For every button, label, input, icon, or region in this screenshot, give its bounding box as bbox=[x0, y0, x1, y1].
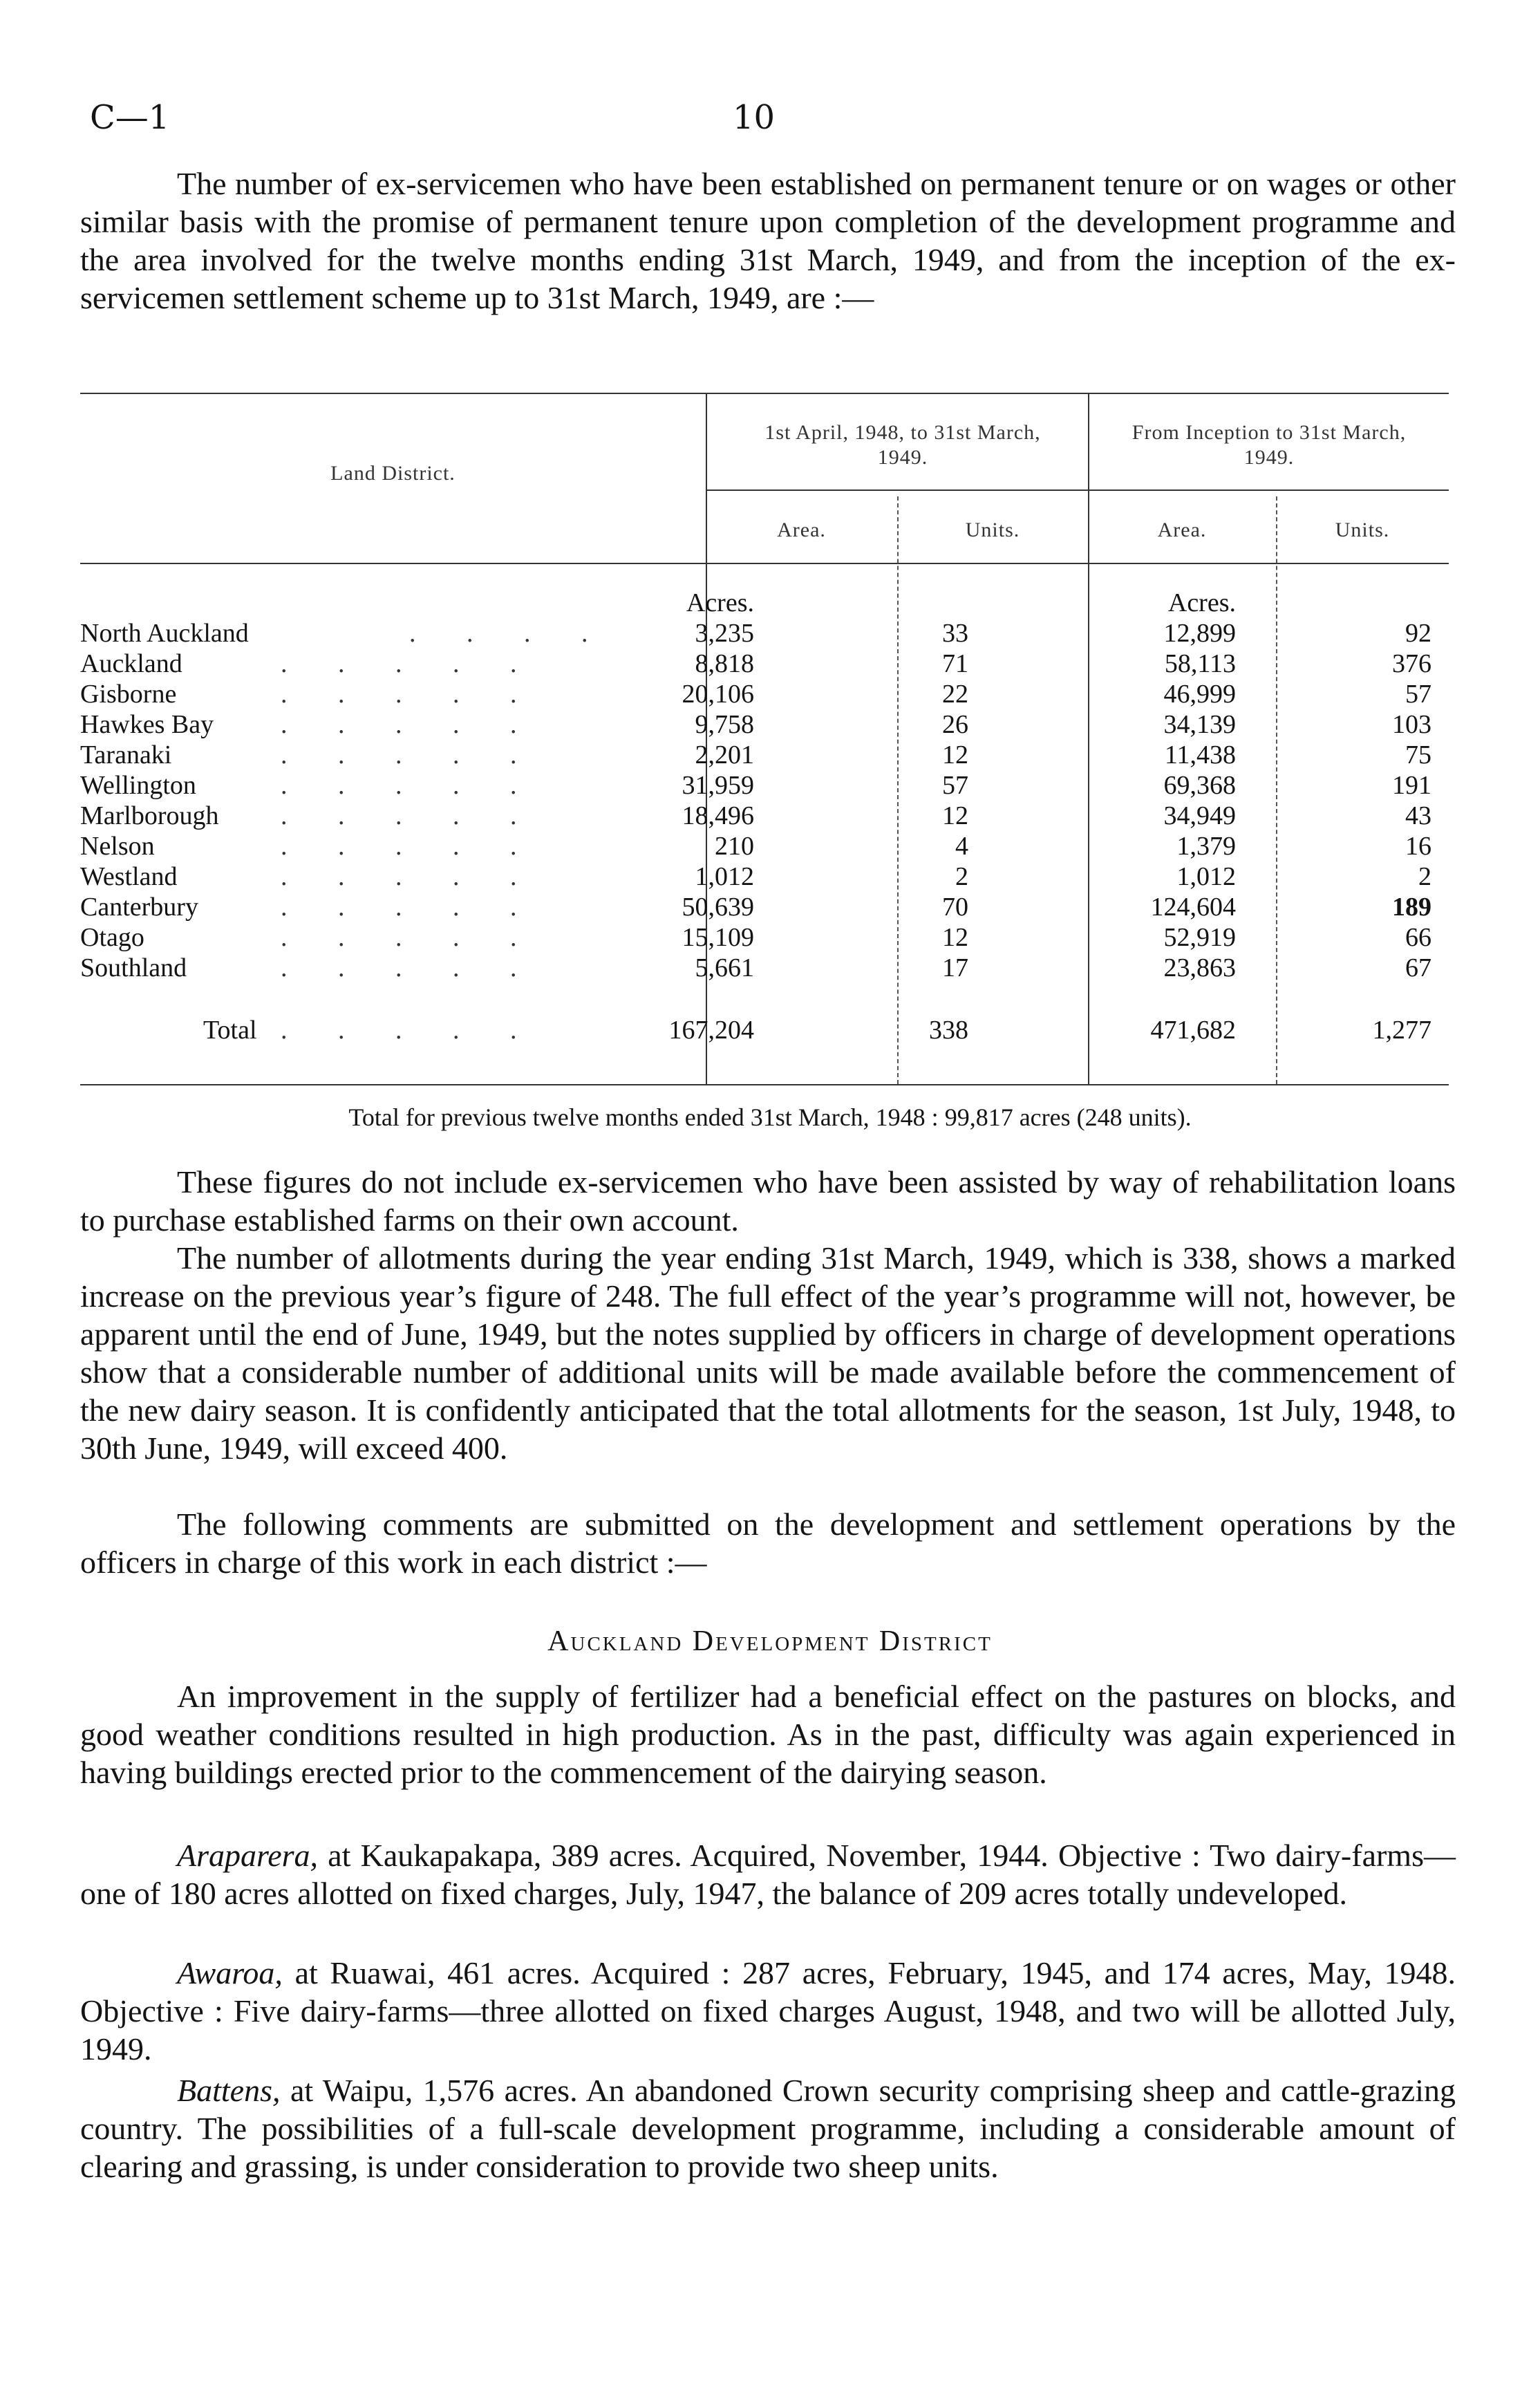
district-name: Canterbury bbox=[80, 893, 198, 922]
district-name: Gisborne bbox=[80, 680, 177, 709]
table-row bbox=[80, 618, 1449, 649]
leader-dots: . . . . . bbox=[281, 649, 539, 678]
area-1948: 5,661 bbox=[695, 953, 754, 982]
units-inception: 103 bbox=[1392, 710, 1431, 739]
area-inception: 1,379 bbox=[1176, 832, 1236, 861]
table-row bbox=[80, 801, 1449, 831]
units-1948: 12 bbox=[942, 801, 968, 830]
col-header-land-district: Land District. bbox=[330, 462, 456, 485]
block-name: Awaroa, bbox=[177, 1955, 283, 1990]
units-inception: 376 bbox=[1392, 649, 1431, 678]
units-inception: 43 bbox=[1405, 801, 1431, 830]
units-inception: 191 bbox=[1392, 771, 1431, 800]
col-header-area: Area. bbox=[1157, 519, 1207, 541]
area-inception: 34,949 bbox=[1163, 801, 1236, 830]
table-row bbox=[80, 709, 1449, 740]
area-1948: 9,758 bbox=[695, 710, 754, 739]
district-name: Taranaki bbox=[80, 740, 172, 769]
col-header-units: Units. bbox=[1335, 519, 1390, 541]
units-label-row bbox=[80, 588, 1449, 618]
block-entry bbox=[80, 1836, 1456, 1912]
leader-dots: . . . . . bbox=[281, 801, 539, 830]
area-1948: 1,012 bbox=[695, 862, 754, 891]
paragraph: These figures do not include ex-servicemen who have been assisted by way of rehabilitation loans to purchase established farms on their own account. bbox=[80, 1164, 1456, 1238]
units-inception: 66 bbox=[1405, 923, 1431, 952]
total-row bbox=[80, 1015, 1449, 1045]
block-text: at Ruawai, 461 acres. Acquired : 287 acres, February, 1945, and 174 acres, May, 1948. Objective : Five dairy-farms—three allotted on fixed charges August, 1948, and two will be allotted July, 1949. bbox=[80, 1955, 1456, 2067]
block-text: at Kaukapakapa, 389 acres. Acquired, November, 1944. Objective : Two dairy-farms—one of 180 acres allotted on fixed charges, July, 1947, the balance of 209 acres totally undeveloped. bbox=[80, 1838, 1456, 1911]
table-caption: Total for previous twelve months ended 31st March, 1948 : 99,817 acres (248 units). bbox=[348, 1103, 1192, 1131]
units-1948: 71 bbox=[942, 649, 968, 678]
units-1948: 2 bbox=[955, 862, 968, 891]
district-name: Otago bbox=[80, 923, 144, 952]
section-heading: Auckland Development District bbox=[547, 1625, 993, 1657]
district-name: North Auckland bbox=[80, 619, 249, 648]
area-inception: 1,012 bbox=[1176, 862, 1236, 891]
area-1948: 3,235 bbox=[695, 619, 754, 648]
page-number: 10 bbox=[733, 98, 776, 137]
table-row bbox=[80, 770, 1449, 801]
col-header-period: 1st April, 1948, to 31st March, 1949. bbox=[764, 421, 1041, 469]
units-inception: 92 bbox=[1405, 619, 1431, 648]
block-entry bbox=[80, 1954, 1456, 2068]
area-1948: 18,496 bbox=[682, 801, 754, 830]
units-inception: 75 bbox=[1405, 740, 1431, 769]
paragraph: The following comments are submitted on the development and settlement operations by the officers in charge of this work in each district :— bbox=[80, 1507, 1456, 1580]
district-name: Marlborough bbox=[80, 801, 219, 830]
leader-dots: . . . . . bbox=[281, 710, 539, 739]
area-1948: 8,818 bbox=[695, 649, 754, 678]
units-inception: 189 bbox=[1392, 893, 1431, 922]
total-area-inception: 471,682 bbox=[1150, 1016, 1236, 1045]
district-name: Westland bbox=[80, 862, 178, 891]
col-header-units: Units. bbox=[965, 519, 1020, 541]
units-1948: 33 bbox=[942, 619, 968, 648]
area-inception: 12,899 bbox=[1163, 619, 1236, 648]
leader-dots: . . . . . bbox=[281, 740, 539, 769]
leader-dots: . . . . . bbox=[281, 923, 539, 952]
paragraph: The number of allotments during the year ending 31st March, 1949, which is 338, shows a marked increase on the previous year’s figure of 248. The full effect of the year’s programme will not, however, be apparent until the end of June, 1949, but the notes supplied by officers in charge of development operations show that a considerable number of additional units will be made available before the commencement of the new dairy season. It is confidently anticipated that the total allotments for the season, 1st July, 1948, to 30th June, 1949, will exceed 400. bbox=[80, 1240, 1456, 1466]
units-1948: 22 bbox=[942, 680, 968, 709]
units-1948: 12 bbox=[942, 740, 968, 769]
area-1948: 50,639 bbox=[682, 893, 754, 922]
col-header-area: Area. bbox=[777, 519, 826, 541]
table-top-rule bbox=[80, 393, 1449, 394]
total-units-1948: 338 bbox=[929, 1016, 968, 1045]
table-row bbox=[80, 649, 1449, 679]
leader-dots: . . . . . bbox=[281, 832, 539, 861]
leader-dots: . . . . bbox=[409, 619, 610, 648]
leader-dots: . . . . . bbox=[281, 953, 539, 982]
units-1948: 26 bbox=[942, 710, 968, 739]
district-name: Nelson bbox=[80, 832, 155, 861]
district-name: Hawkes Bay bbox=[80, 710, 214, 739]
area-inception: 46,999 bbox=[1163, 680, 1236, 709]
acres-label: Acres. bbox=[1167, 588, 1236, 617]
district-name: Southland bbox=[80, 953, 187, 982]
units-1948: 12 bbox=[942, 923, 968, 952]
table-row bbox=[80, 740, 1449, 770]
district-name: Wellington bbox=[80, 771, 196, 800]
area-1948: 2,201 bbox=[695, 740, 754, 769]
leader-dots: . . . . . bbox=[281, 771, 539, 800]
leader-dots: . . . . . bbox=[281, 1016, 539, 1045]
leader-dots: . . . . . bbox=[281, 893, 539, 922]
table-row bbox=[80, 892, 1449, 922]
area-inception: 124,604 bbox=[1150, 893, 1236, 922]
table-row bbox=[80, 953, 1449, 983]
block-entry bbox=[80, 2071, 1456, 2185]
series-code: C—1 bbox=[90, 98, 170, 137]
area-inception: 58,113 bbox=[1164, 649, 1236, 678]
area-1948: 15,109 bbox=[682, 923, 754, 952]
table-row bbox=[80, 679, 1449, 709]
district-name: Auckland bbox=[80, 649, 182, 678]
block-text: at Waipu, 1,576 acres. An abandoned Crown security comprising sheep and cattle-grazing country. The possibilities of a full-scale development programme, including a considerable amount of clearing and grassing, is under consideration to provide two sheep units. bbox=[80, 2073, 1456, 2184]
units-inception: 57 bbox=[1405, 680, 1431, 709]
paragraph: An improvement in the supply of fertilizer had a beneficial effect on the pastures on blocks, and good weather conditions resulted in high production. As in the past, difficulty was again experienced in having buildings erected prior to the commencement of the dairying season. bbox=[80, 1679, 1456, 1790]
total-area-1948: 167,204 bbox=[668, 1016, 754, 1045]
block-name: Battens, bbox=[177, 2073, 281, 2108]
col-header-inception: From Inception to 31st March, 1949. bbox=[1131, 421, 1407, 469]
area-inception: 11,438 bbox=[1164, 740, 1236, 769]
area-inception: 69,368 bbox=[1163, 771, 1236, 800]
area-inception: 52,919 bbox=[1163, 923, 1236, 952]
units-1948: 17 bbox=[942, 953, 968, 982]
acres-label: Acres. bbox=[686, 588, 754, 617]
units-1948: 70 bbox=[942, 893, 968, 922]
area-inception: 34,139 bbox=[1163, 710, 1236, 739]
table-row bbox=[80, 831, 1449, 861]
settlement-table bbox=[80, 393, 1449, 1129]
leader-dots: . . . . . bbox=[281, 680, 539, 709]
area-1948: 31,959 bbox=[682, 771, 754, 800]
header-bottom-rule bbox=[80, 563, 1449, 564]
units-inception: 16 bbox=[1405, 832, 1431, 861]
intro-paragraph: The number of ex-servicemen who have been established on permanent tenure or on wages or other similar basis with the promise of permanent tenure upon completion of the development programme and the area involved for the twelve months ending 31st March, 1949, and from the inception of the ex-servicemen settlement scheme up to 31st March, 1949, are :— bbox=[80, 166, 1456, 315]
total-label: Total bbox=[203, 1016, 257, 1045]
table-bottom-rule bbox=[80, 1084, 1449, 1085]
group-rule bbox=[706, 489, 1449, 491]
total-units-inception: 1,277 bbox=[1372, 1016, 1431, 1045]
units-1948: 57 bbox=[942, 771, 968, 800]
block-name: Araparera, bbox=[177, 1838, 319, 1873]
units-inception: 2 bbox=[1418, 862, 1431, 891]
leader-dots: . . . . . bbox=[281, 862, 539, 891]
area-1948: 20,106 bbox=[682, 680, 754, 709]
table-row bbox=[80, 861, 1449, 892]
area-1948: 210 bbox=[715, 832, 754, 861]
units-1948: 4 bbox=[955, 832, 968, 861]
table-row bbox=[80, 922, 1449, 953]
units-inception: 67 bbox=[1405, 953, 1431, 982]
area-inception: 23,863 bbox=[1163, 953, 1236, 982]
